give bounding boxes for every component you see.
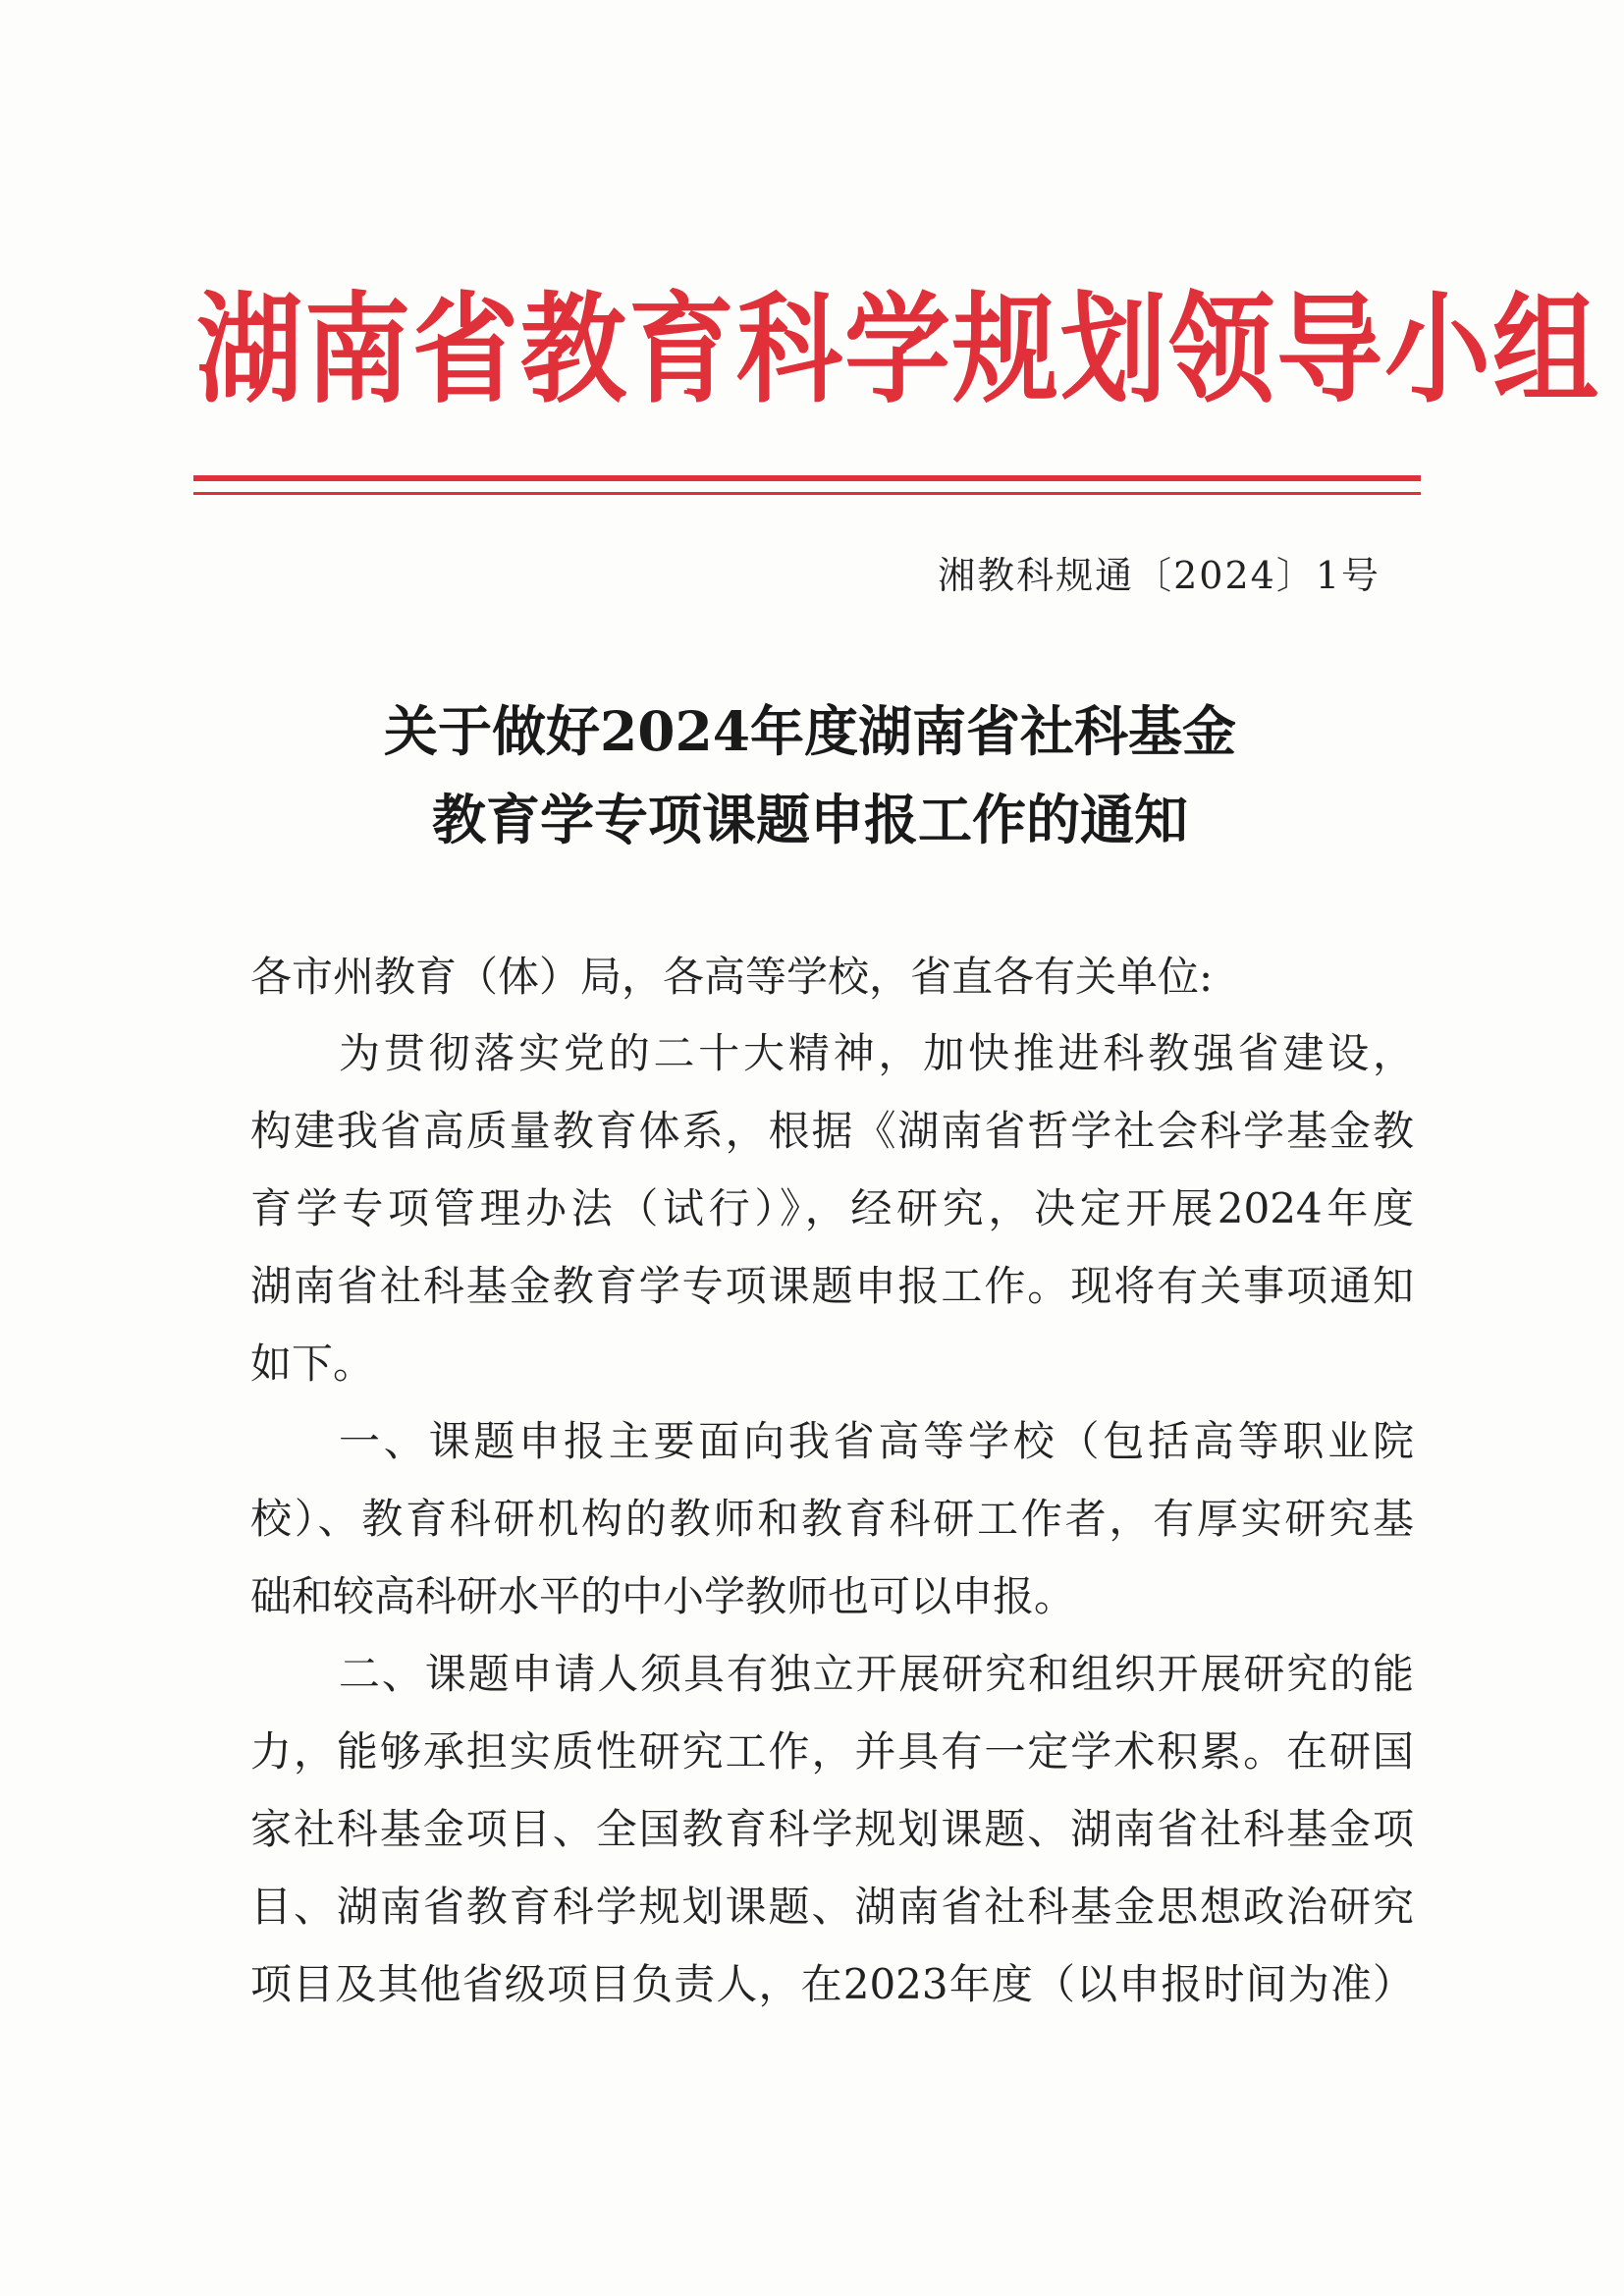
paragraph-3-line: 家社科基金项目、全国教育科学规划课题、湖南省社科基金项 — [250, 1805, 1414, 1853]
paragraph-1-line: 育学专项管理办法（试行）》，经研究，决定开展2024年度 — [250, 1184, 1414, 1232]
paragraph-3-line: 二、课题申请人须具有独立开展研究和组织开展研究的能 — [339, 1650, 1414, 1698]
paragraph-1-line: 湖南省社科基金教育学专项课题申报工作。现将有关事项通知 — [250, 1262, 1414, 1310]
document-title-line-2: 教育学专项课题申报工作的通知 — [431, 788, 1188, 851]
document-title-line-1: 关于做好2024年度湖南省社科基金 — [383, 699, 1237, 763]
paragraph-2-line: 校）、教育科研机构的教师和教育科研工作者，有厚实研究基 — [250, 1495, 1414, 1543]
salutation: 各市州教育（体）局，各高等学校，省直各有关单位: — [250, 953, 1214, 1001]
org-name-header: 湖南省教育科学规划领导小组 — [196, 282, 1601, 420]
paragraph-1-line: 如下。 — [250, 1339, 375, 1388]
paragraph-1-line: 为贯彻落实党的二十大精神，加快推进科教强省建设， — [339, 1029, 1414, 1077]
header-red-rule-thin — [193, 492, 1421, 495]
paragraph-2-line: 础和较高科研水平的中小学教师也可以申报。 — [250, 1572, 1076, 1620]
paragraph-1-line: 构建我省高质量教育体系，根据《湖南省哲学社会科学基金教 — [250, 1107, 1414, 1155]
paragraph-3-line: 项目及其他省级项目负责人，在2023年度（以申报时间为准） — [250, 1960, 1414, 2008]
document-number: 湘教科规通〔2024〕1号 — [938, 554, 1380, 597]
paragraph-3-line: 力，能够承担实质性研究工作，并具有一定学术积累。在研国 — [250, 1727, 1414, 1776]
header-red-rule-thick — [193, 475, 1421, 481]
paragraph-3-line: 目、湖南省教育科学规划课题、湖南省社科基金思想政治研究 — [250, 1883, 1414, 1931]
paragraph-2-line: 一、课题申报主要面向我省高等学校（包括高等职业院 — [339, 1417, 1414, 1465]
